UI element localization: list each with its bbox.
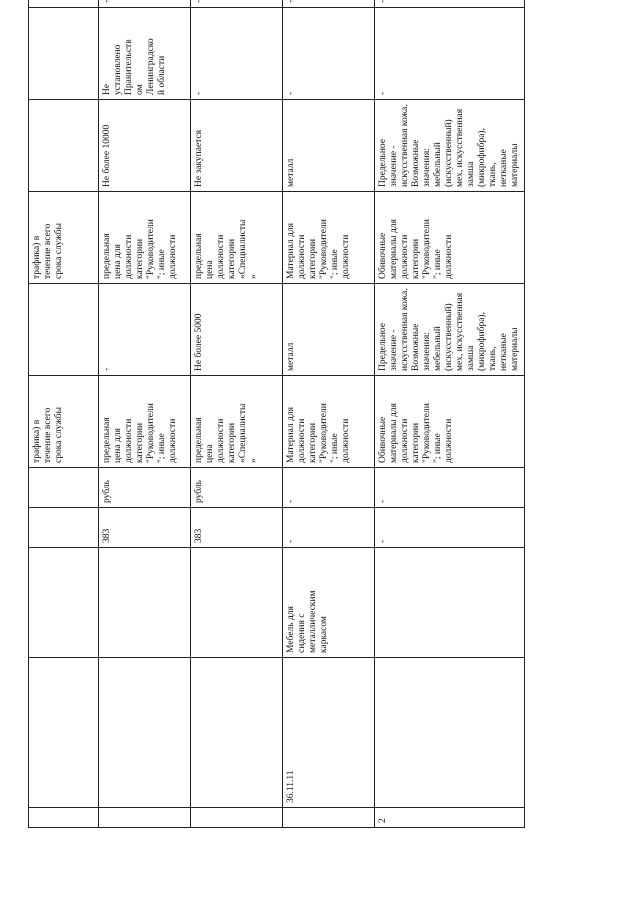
value-cell: - [99,284,191,376]
unit-cell: рубль [191,468,283,508]
approved-value-cell [29,8,99,100]
okei-code-cell: - [375,508,525,548]
value-cell-2: Не закупается [191,100,283,192]
approved-value-cell: - [375,8,525,100]
okei-code-cell: 383 [191,508,283,548]
unit-cell: - [375,468,525,508]
approved-value-cell: Не установлено Правительств ом Ленинградско й области [99,8,191,100]
characteristic-cell-2: Обивочные материалы для должности категории "Руководители "; иные должности [375,192,525,284]
unit-cell: рубль [99,468,191,508]
unit-cell: - [283,468,375,508]
item-name-cell: Мебель для сидения с металлическим каркасом [283,548,375,658]
okei-code-cell [29,508,99,548]
item-name-cell [99,548,191,658]
row-number-cell: 2 [375,808,525,828]
value-cell [29,284,99,376]
value-cell-2: Не более 10000 [99,100,191,192]
table-row [29,0,99,828]
value-cell: металл [283,284,375,376]
value-cell-2: Предельное значение - искусственная кожа. Возможные значения: мебельный (искусственный) мех, искусственная замша (микрофибра), ткань, нетканые материалы [375,100,525,192]
rotated-table-wrapper [28,0,520,828]
characteristic-cell: Материал для должности категории "Руководители "; иные должности [283,376,375,468]
characteristic-cell-2: предельная цена должности категории «Специалисты » [191,192,283,284]
characteristic-cell-2: трафика) в течение всего срока службы [29,192,99,284]
row-number-cell [191,808,283,828]
value-cell-2: металл [283,100,375,192]
extra-value-cell: - [283,0,375,8]
characteristic-cell: трафика) в течение всего срока службы [29,376,99,468]
approved-value-cell: - [191,8,283,100]
characteristic-cell-2: Материал для должности категории "Руководители "; иные должности [283,192,375,284]
okpd-code-cell: 36.11.11 [283,658,375,808]
characteristic-cell: предельная цена должности категории «Специалисты » [191,376,283,468]
okpd-code-cell [375,658,525,808]
value-cell: Не более 5000 [191,284,283,376]
row-number-cell [283,808,375,828]
value-cell-2 [29,100,99,192]
item-name-cell [191,548,283,658]
approved-value-cell: - [283,8,375,100]
characteristic-cell: Обивочные материалы для должности категории "Руководители "; иные должности [375,376,525,468]
table-row [283,0,375,828]
characteristics-table [28,0,525,828]
item-name-cell [375,548,525,658]
extra-value-cell [29,0,99,8]
table-row [191,0,283,828]
characteristic-cell-2: предельная цена для должности категории "Руководители "; иные должности [99,192,191,284]
table-row [375,0,525,828]
row-number-cell [99,808,191,828]
extra-value-cell: - [99,0,191,8]
extra-value-cell: - [375,0,525,8]
value-cell: Предельное значение - искусственная кожа. Возможные значения: мебельный (искусственный) мех, искусственная замша (микрофибра), ткань, нетканые материалы [375,284,525,376]
okpd-code-cell [29,658,99,808]
okpd-code-cell [191,658,283,808]
row-number-cell [29,808,99,828]
characteristic-cell: предельная цена для должности категории "Руководители "; иные должности [99,376,191,468]
item-name-cell [29,548,99,658]
table-row [99,0,191,828]
okpd-code-cell [99,658,191,808]
okei-code-cell: 383 [99,508,191,548]
unit-cell [29,468,99,508]
okei-code-cell: - [283,508,375,548]
extra-value-cell: - [191,0,283,8]
